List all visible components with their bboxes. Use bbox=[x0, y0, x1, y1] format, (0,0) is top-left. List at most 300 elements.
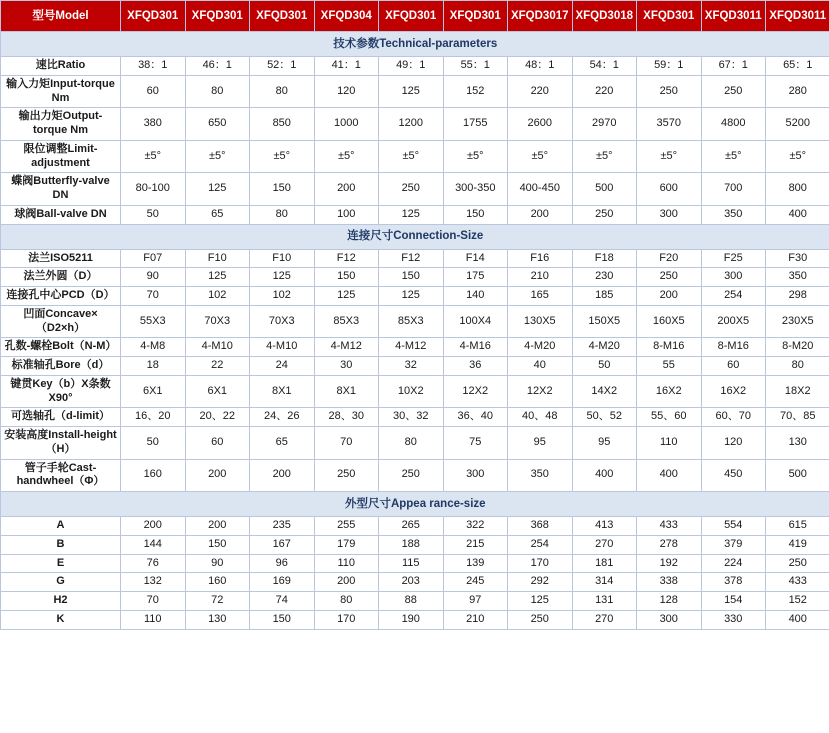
table-cell: 18X2 bbox=[766, 375, 829, 408]
table-cell: 200 bbox=[185, 517, 250, 536]
table-cell: 700 bbox=[701, 173, 766, 206]
table-cell: 400 bbox=[637, 459, 702, 492]
table-row bbox=[1, 75, 829, 108]
table-row bbox=[1, 554, 829, 573]
table-cell: 200 bbox=[185, 459, 250, 492]
table-cell: 4800 bbox=[701, 108, 766, 141]
table-cell: 1755 bbox=[443, 108, 508, 141]
table-cell: 70 bbox=[121, 592, 186, 611]
section-title: 技术参数Technical-parameters bbox=[1, 32, 829, 57]
table-cell: 48：1 bbox=[508, 57, 573, 76]
table-cell: F10 bbox=[185, 249, 250, 268]
table-row bbox=[1, 287, 829, 306]
table-cell: 254 bbox=[508, 535, 573, 554]
table-cell: 128 bbox=[637, 592, 702, 611]
table-cell: 378 bbox=[701, 573, 766, 592]
table-cell: 2970 bbox=[572, 108, 637, 141]
table-cell: 300 bbox=[443, 459, 508, 492]
table-cell: 1000 bbox=[314, 108, 379, 141]
table-cell: 400 bbox=[766, 610, 829, 629]
table-cell: 140 bbox=[443, 287, 508, 306]
table-cell: 110 bbox=[121, 610, 186, 629]
table-cell: 150 bbox=[185, 535, 250, 554]
table-cell: 181 bbox=[572, 554, 637, 573]
table-cell: ±5° bbox=[701, 140, 766, 173]
table-row bbox=[1, 459, 829, 492]
table-cell: 50 bbox=[121, 205, 186, 224]
table-row bbox=[1, 408, 829, 427]
table-cell: 125 bbox=[508, 592, 573, 611]
table-cell: 74 bbox=[250, 592, 315, 611]
table-cell: 150 bbox=[443, 205, 508, 224]
table-cell: 50、52 bbox=[572, 408, 637, 427]
table-cell: 125 bbox=[250, 268, 315, 287]
column-header-model-2: XFQD301 bbox=[185, 1, 250, 32]
table-cell: 230X5 bbox=[766, 305, 829, 338]
table-cell: 400 bbox=[572, 459, 637, 492]
table-cell: 55、60 bbox=[637, 408, 702, 427]
column-header-model-5: XFQD301 bbox=[379, 1, 444, 32]
table-cell: 800 bbox=[766, 173, 829, 206]
row-label: 连接孔中心PCD（D） bbox=[1, 287, 121, 306]
row-label: 蝶阀Butterfly-valve DN bbox=[1, 173, 121, 206]
table-cell: 167 bbox=[250, 535, 315, 554]
table-cell: 379 bbox=[701, 535, 766, 554]
table-cell: 250 bbox=[508, 610, 573, 629]
table-cell: 132 bbox=[121, 573, 186, 592]
table-cell: 4-M20 bbox=[508, 338, 573, 357]
table-cell: 67：1 bbox=[701, 57, 766, 76]
table-cell: 20、22 bbox=[185, 408, 250, 427]
table-cell: 24、26 bbox=[250, 408, 315, 427]
table-cell: 235 bbox=[250, 517, 315, 536]
row-label: 标准轴孔Bore（d） bbox=[1, 357, 121, 376]
section-title: 外型尺寸Appea rance-size bbox=[1, 492, 829, 517]
table-row bbox=[1, 610, 829, 629]
table-cell: 210 bbox=[443, 610, 508, 629]
table-cell: 615 bbox=[766, 517, 829, 536]
table-cell: ±5° bbox=[314, 140, 379, 173]
table-cell: 179 bbox=[314, 535, 379, 554]
table-cell: 55：1 bbox=[443, 57, 508, 76]
table-cell: 139 bbox=[443, 554, 508, 573]
table-row bbox=[1, 573, 829, 592]
table-row bbox=[1, 57, 829, 76]
row-label: 安装高度Install-height（H） bbox=[1, 427, 121, 460]
table-cell: 72 bbox=[185, 592, 250, 611]
table-cell: 125 bbox=[185, 173, 250, 206]
table-cell: 292 bbox=[508, 573, 573, 592]
table-cell: 102 bbox=[185, 287, 250, 306]
table-cell: 200X5 bbox=[701, 305, 766, 338]
table-cell: 165 bbox=[508, 287, 573, 306]
table-cell: 46：1 bbox=[185, 57, 250, 76]
table-cell: 200 bbox=[314, 173, 379, 206]
table-cell: 36 bbox=[443, 357, 508, 376]
table-cell: 314 bbox=[572, 573, 637, 592]
table-cell: 120 bbox=[701, 427, 766, 460]
table-cell: 55 bbox=[637, 357, 702, 376]
table-cell: 80 bbox=[185, 75, 250, 108]
table-cell: 16X2 bbox=[701, 375, 766, 408]
table-cell: 22 bbox=[185, 357, 250, 376]
table-cell: 70、85 bbox=[766, 408, 829, 427]
table-cell: 88 bbox=[379, 592, 444, 611]
table-cell: 8X1 bbox=[314, 375, 379, 408]
row-label: 凹面Concave×（D2×h） bbox=[1, 305, 121, 338]
table-cell: 80 bbox=[250, 205, 315, 224]
table-cell: 338 bbox=[637, 573, 702, 592]
table-cell: 40、48 bbox=[508, 408, 573, 427]
table-row bbox=[1, 357, 829, 376]
table-cell: 255 bbox=[314, 517, 379, 536]
table-cell: 100X4 bbox=[443, 305, 508, 338]
table-cell: 60 bbox=[185, 427, 250, 460]
section-header-row bbox=[1, 224, 829, 249]
table-cell: 4-M12 bbox=[314, 338, 379, 357]
table-cell: 350 bbox=[701, 205, 766, 224]
table-cell: 30、32 bbox=[379, 408, 444, 427]
table-cell: 419 bbox=[766, 535, 829, 554]
table-cell: 154 bbox=[701, 592, 766, 611]
table-cell: 85X3 bbox=[314, 305, 379, 338]
table-cell: ±5° bbox=[766, 140, 829, 173]
table-cell: 380 bbox=[121, 108, 186, 141]
table-cell: ±5° bbox=[572, 140, 637, 173]
table-cell: 350 bbox=[766, 268, 829, 287]
table-cell: 14X2 bbox=[572, 375, 637, 408]
table-cell: ±5° bbox=[121, 140, 186, 173]
table-cell: 500 bbox=[766, 459, 829, 492]
table-cell: 250 bbox=[701, 75, 766, 108]
table-cell: 150 bbox=[250, 173, 315, 206]
table-cell: 150X5 bbox=[572, 305, 637, 338]
table-cell: 40 bbox=[508, 357, 573, 376]
table-row bbox=[1, 268, 829, 287]
table-cell: 125 bbox=[185, 268, 250, 287]
table-cell: 188 bbox=[379, 535, 444, 554]
table-cell: 70 bbox=[121, 287, 186, 306]
table-cell: F25 bbox=[701, 249, 766, 268]
table-row bbox=[1, 427, 829, 460]
section-title: 连接尺寸Connection-Size bbox=[1, 224, 829, 249]
table-cell: 433 bbox=[766, 573, 829, 592]
table-cell: F10 bbox=[250, 249, 315, 268]
table-cell: 4-M8 bbox=[121, 338, 186, 357]
row-label: 法兰ISO5211 bbox=[1, 249, 121, 268]
table-cell: 70 bbox=[314, 427, 379, 460]
table-cell: 254 bbox=[701, 287, 766, 306]
table-cell: F20 bbox=[637, 249, 702, 268]
table-cell: 600 bbox=[637, 173, 702, 206]
table-cell: 150 bbox=[250, 610, 315, 629]
table-cell: 130X5 bbox=[508, 305, 573, 338]
table-header-row bbox=[1, 1, 829, 32]
table-cell: 59：1 bbox=[637, 57, 702, 76]
table-cell: 41：1 bbox=[314, 57, 379, 76]
table-cell: 18 bbox=[121, 357, 186, 376]
table-cell: F12 bbox=[314, 249, 379, 268]
table-cell: ±5° bbox=[379, 140, 444, 173]
row-label: 球阀Ball-valve DN bbox=[1, 205, 121, 224]
table-cell: 97 bbox=[443, 592, 508, 611]
table-cell: 169 bbox=[250, 573, 315, 592]
table-row bbox=[1, 535, 829, 554]
table-cell: 368 bbox=[508, 517, 573, 536]
table-cell: 4-M12 bbox=[379, 338, 444, 357]
table-cell: 1200 bbox=[379, 108, 444, 141]
table-cell: F07 bbox=[121, 249, 186, 268]
table-cell: 80 bbox=[766, 357, 829, 376]
table-cell: 152 bbox=[443, 75, 508, 108]
table-row bbox=[1, 108, 829, 141]
table-cell: 90 bbox=[185, 554, 250, 573]
table-cell: 110 bbox=[637, 427, 702, 460]
table-cell: 54：1 bbox=[572, 57, 637, 76]
table-cell: 32 bbox=[379, 357, 444, 376]
table-cell: 60、70 bbox=[701, 408, 766, 427]
row-label: G bbox=[1, 573, 121, 592]
column-header-model-11: XFQD3011 bbox=[766, 1, 829, 32]
column-header-model-8: XFQD3018 bbox=[572, 1, 637, 32]
table-cell: 203 bbox=[379, 573, 444, 592]
table-cell: 215 bbox=[443, 535, 508, 554]
table-cell: 185 bbox=[572, 287, 637, 306]
table-cell: 170 bbox=[508, 554, 573, 573]
table-cell: 60 bbox=[121, 75, 186, 108]
table-cell: 170 bbox=[314, 610, 379, 629]
table-row bbox=[1, 173, 829, 206]
table-cell: 150 bbox=[379, 268, 444, 287]
table-cell: 28、30 bbox=[314, 408, 379, 427]
table-cell: 100 bbox=[314, 205, 379, 224]
section-header-row bbox=[1, 32, 829, 57]
table-cell: 95 bbox=[572, 427, 637, 460]
table-cell: 38：1 bbox=[121, 57, 186, 76]
table-cell: 250 bbox=[379, 173, 444, 206]
table-cell: 55X3 bbox=[121, 305, 186, 338]
table-row bbox=[1, 338, 829, 357]
table-cell: 131 bbox=[572, 592, 637, 611]
table-cell: 75 bbox=[443, 427, 508, 460]
table-cell: 52：1 bbox=[250, 57, 315, 76]
table-cell: 278 bbox=[637, 535, 702, 554]
table-cell: F16 bbox=[508, 249, 573, 268]
row-label: 管子手轮Cast-handwheel（Φ） bbox=[1, 459, 121, 492]
table-cell: 300 bbox=[637, 610, 702, 629]
table-cell: 250 bbox=[637, 75, 702, 108]
table-cell: F14 bbox=[443, 249, 508, 268]
row-label: K bbox=[1, 610, 121, 629]
table-cell: ±5° bbox=[185, 140, 250, 173]
table-cell: 270 bbox=[572, 535, 637, 554]
table-cell: F30 bbox=[766, 249, 829, 268]
table-cell: 413 bbox=[572, 517, 637, 536]
table-cell: 6X1 bbox=[121, 375, 186, 408]
table-cell: 80-100 bbox=[121, 173, 186, 206]
table-cell: 160X5 bbox=[637, 305, 702, 338]
row-label: 法兰外圆（D） bbox=[1, 268, 121, 287]
row-label: 可选轴孔（d-limit） bbox=[1, 408, 121, 427]
table-cell: 300 bbox=[637, 205, 702, 224]
column-header-model-9: XFQD301 bbox=[637, 1, 702, 32]
row-label: 输入力矩Input-torque Nm bbox=[1, 75, 121, 108]
table-cell: 65 bbox=[250, 427, 315, 460]
table-cell: 400 bbox=[766, 205, 829, 224]
table-cell: 90 bbox=[121, 268, 186, 287]
table-cell: 330 bbox=[701, 610, 766, 629]
column-header-model-1: XFQD301 bbox=[121, 1, 186, 32]
table-cell: 160 bbox=[185, 573, 250, 592]
table-cell: 200 bbox=[121, 517, 186, 536]
table-cell: 192 bbox=[637, 554, 702, 573]
table-cell: 250 bbox=[766, 554, 829, 573]
table-cell: ±5° bbox=[250, 140, 315, 173]
table-cell: 130 bbox=[185, 610, 250, 629]
table-row bbox=[1, 517, 829, 536]
table-cell: 850 bbox=[250, 108, 315, 141]
table-cell: 130 bbox=[766, 427, 829, 460]
table-cell: 2600 bbox=[508, 108, 573, 141]
table-cell: 224 bbox=[701, 554, 766, 573]
table-cell: 12X2 bbox=[508, 375, 573, 408]
table-cell: 8-M16 bbox=[637, 338, 702, 357]
table-row bbox=[1, 249, 829, 268]
table-cell: 8-M20 bbox=[766, 338, 829, 357]
table-cell: ±5° bbox=[508, 140, 573, 173]
table-cell: 16X2 bbox=[637, 375, 702, 408]
table-cell: 280 bbox=[766, 75, 829, 108]
column-header-model-4: XFQD304 bbox=[314, 1, 379, 32]
table-cell: 125 bbox=[379, 287, 444, 306]
table-cell: 125 bbox=[379, 75, 444, 108]
table-cell: 250 bbox=[379, 459, 444, 492]
table-cell: 65：1 bbox=[766, 57, 829, 76]
table-cell: 350 bbox=[508, 459, 573, 492]
row-label: H2 bbox=[1, 592, 121, 611]
table-cell: 400-450 bbox=[508, 173, 573, 206]
table-cell: 8-M16 bbox=[701, 338, 766, 357]
table-cell: 4-M10 bbox=[185, 338, 250, 357]
table-cell: 200 bbox=[637, 287, 702, 306]
table-cell: 160 bbox=[121, 459, 186, 492]
table-cell: F12 bbox=[379, 249, 444, 268]
table-cell: ±5° bbox=[637, 140, 702, 173]
table-cell: 245 bbox=[443, 573, 508, 592]
column-header-model-6: XFQD301 bbox=[443, 1, 508, 32]
table-cell: 554 bbox=[701, 517, 766, 536]
table-cell: 210 bbox=[508, 268, 573, 287]
table-cell: 265 bbox=[379, 517, 444, 536]
table-cell: 102 bbox=[250, 287, 315, 306]
table-cell: 250 bbox=[572, 205, 637, 224]
table-cell: 144 bbox=[121, 535, 186, 554]
table-cell: 450 bbox=[701, 459, 766, 492]
table-cell: 70X3 bbox=[250, 305, 315, 338]
table-cell: 152 bbox=[766, 592, 829, 611]
table-cell: 30 bbox=[314, 357, 379, 376]
table-cell: 16、20 bbox=[121, 408, 186, 427]
table-cell: 200 bbox=[508, 205, 573, 224]
row-label: B bbox=[1, 535, 121, 554]
row-label: E bbox=[1, 554, 121, 573]
table-cell: 70X3 bbox=[185, 305, 250, 338]
table-cell: 80 bbox=[250, 75, 315, 108]
table-cell: 220 bbox=[508, 75, 573, 108]
table-cell: 250 bbox=[637, 268, 702, 287]
table-cell: 120 bbox=[314, 75, 379, 108]
table-cell: 60 bbox=[701, 357, 766, 376]
table-row bbox=[1, 592, 829, 611]
table-cell: 200 bbox=[250, 459, 315, 492]
table-cell: 110 bbox=[314, 554, 379, 573]
table-cell: 650 bbox=[185, 108, 250, 141]
table-cell: 175 bbox=[443, 268, 508, 287]
table-cell: 5200 bbox=[766, 108, 829, 141]
table-cell: 50 bbox=[572, 357, 637, 376]
table-cell: 65 bbox=[185, 205, 250, 224]
table-cell: 95 bbox=[508, 427, 573, 460]
table-cell: 80 bbox=[379, 427, 444, 460]
section-header-row bbox=[1, 492, 829, 517]
column-header-model-3: XFQD301 bbox=[250, 1, 315, 32]
table-cell: 298 bbox=[766, 287, 829, 306]
table-cell: 3570 bbox=[637, 108, 702, 141]
table-cell: 190 bbox=[379, 610, 444, 629]
table-row bbox=[1, 205, 829, 224]
table-cell: 10X2 bbox=[379, 375, 444, 408]
row-label: 孔数-螺栓Bolt（N-M） bbox=[1, 338, 121, 357]
row-label: 速比Ratio bbox=[1, 57, 121, 76]
table-cell: 80 bbox=[314, 592, 379, 611]
table-cell: 230 bbox=[572, 268, 637, 287]
table-cell: 125 bbox=[314, 287, 379, 306]
table-cell: 36、40 bbox=[443, 408, 508, 427]
row-label: 键贯Key（b）X条数X90° bbox=[1, 375, 121, 408]
table-cell: 4-M20 bbox=[572, 338, 637, 357]
table-cell: 115 bbox=[379, 554, 444, 573]
row-label: 输出力矩Output-torque Nm bbox=[1, 108, 121, 141]
row-label: A bbox=[1, 517, 121, 536]
table-cell: 49：1 bbox=[379, 57, 444, 76]
table-cell: 8X1 bbox=[250, 375, 315, 408]
table-cell: 24 bbox=[250, 357, 315, 376]
column-header-model-10: XFQD3011 bbox=[701, 1, 766, 32]
table-cell: 300 bbox=[701, 268, 766, 287]
table-cell: 6X1 bbox=[185, 375, 250, 408]
table-cell: 4-M16 bbox=[443, 338, 508, 357]
table-cell: 150 bbox=[314, 268, 379, 287]
table-cell: 500 bbox=[572, 173, 637, 206]
table-cell: 85X3 bbox=[379, 305, 444, 338]
table-cell: 76 bbox=[121, 554, 186, 573]
table-cell: 250 bbox=[314, 459, 379, 492]
row-label: 限位调整Limit-adjustment bbox=[1, 140, 121, 173]
table-cell: 300-350 bbox=[443, 173, 508, 206]
table-cell: 200 bbox=[314, 573, 379, 592]
table-cell: 270 bbox=[572, 610, 637, 629]
table-cell: 12X2 bbox=[443, 375, 508, 408]
column-header-model: 型号Model bbox=[1, 1, 121, 32]
table-row bbox=[1, 375, 829, 408]
table-cell: 4-M10 bbox=[250, 338, 315, 357]
table-row bbox=[1, 305, 829, 338]
table-row bbox=[1, 140, 829, 173]
table-cell: 96 bbox=[250, 554, 315, 573]
table-cell: 433 bbox=[637, 517, 702, 536]
table-cell: ±5° bbox=[443, 140, 508, 173]
table-cell: F18 bbox=[572, 249, 637, 268]
